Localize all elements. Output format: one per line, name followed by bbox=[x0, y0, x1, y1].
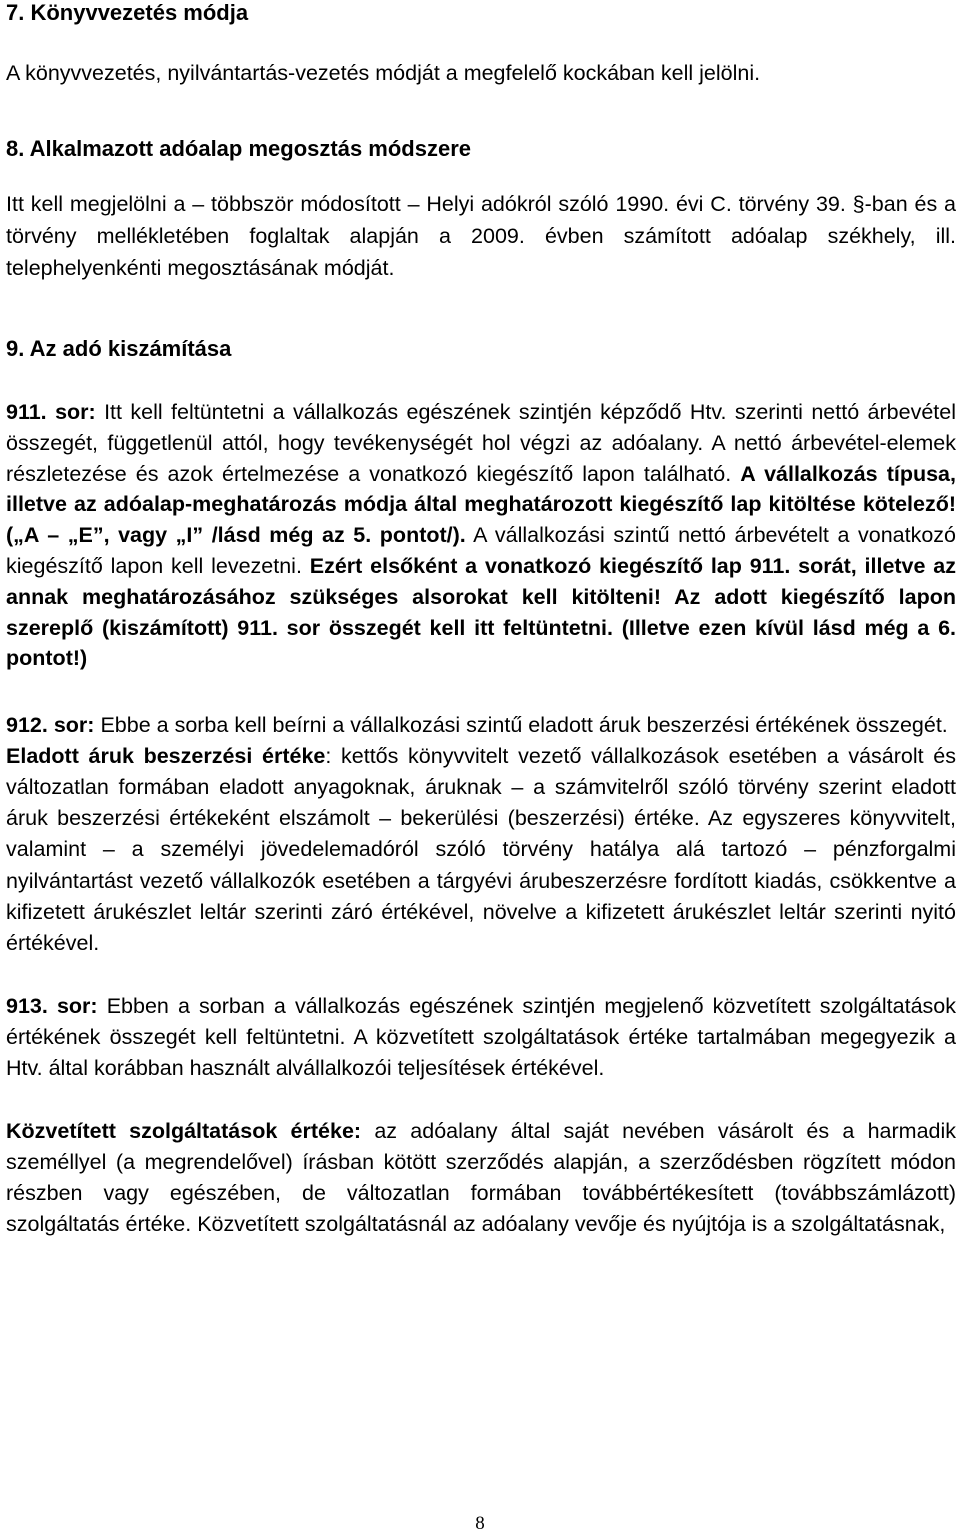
row-913-term: Közvetített szolgáltatások értéke: bbox=[6, 1118, 362, 1143]
row-912-number: 912. bbox=[6, 713, 48, 738]
section-7-text: A könyvvezetés, nyilvántartás-vezetés módját a megfelelő kockában kell jelölni. bbox=[6, 61, 761, 85]
row-911-bold-2: Ezért elsőként a vonatkozó kiegészítő lap 911. sorát, illetve az annak meghatározásához szükséges alsorokat kell kitölteni! Az adott kiegészítő lapon szereplő (kiszámított) 911. sor összegét kell itt feltüntetni. (Illetve ezen kívül lásd még a 6. pontot!) bbox=[6, 553, 956, 671]
row-913-text: Ebben a sorban a vállalkozás egészének szintjén megjelenő közvetített szolgáltatások értékének összegét kell feltüntetni. A közvetített szolgáltatások értéke tartalmában megegyezik a Htv. által korábban használt alvállalkozói teljesítések értékével. bbox=[6, 993, 956, 1080]
document-page bbox=[6, 0, 956, 1240]
row-912-text: Ebbe a sorba kell beírni a vállalkozási szintű eladott áruk beszerzési értékének összegét. bbox=[100, 713, 948, 738]
row-912-paragraph bbox=[6, 710, 956, 741]
section-8-heading: 8. Alkalmazott adóalap megosztás módszere bbox=[6, 136, 471, 161]
section-9-heading: 9. Az adó kiszámítása bbox=[6, 336, 232, 361]
section-7-heading: 7. Könyvvezetés módja bbox=[6, 0, 249, 25]
row-911-paragraph bbox=[6, 397, 956, 674]
section-8-text: Itt kell megjelölni a – többször módosított – Helyi adókról szóló 1990. évi C. törvény 39. §-ban és a törvény mellékletében foglaltak alapján a 2009. évben számított adóalap székhely, ill. telephelyenkénti megosztásának módját. bbox=[6, 192, 956, 280]
row-913-definition bbox=[6, 1116, 956, 1240]
row-913-def: az adóalany által saját nevében vásárolt és a harmadik személlyel (a megrendelővel) írásban kötött szerződés alapján, a szerződésben rögzített módon részben vagy egészében, de változatlan formában továbbértékesített (továbbszámlázott) szolgáltatás értéke. Közvetített szolgáltatásnál az adóalany vevője és nyújtója is a szolgáltatásnak, bbox=[6, 1118, 957, 1236]
row-912-term: Eladott áruk beszerzési értéke bbox=[6, 744, 326, 769]
row-912-sor: sor: bbox=[53, 713, 95, 738]
row-912-definition bbox=[6, 741, 956, 959]
row-911-bold-1: A vállalkozás típusa, illetve az adóalap-meghatározás módja által meghatározott kiegészítő lap kitöltése kötelező! („A – „E”, vagy „I” /lásd még az 5. pontot/). bbox=[6, 461, 956, 548]
row-911-number: 911. bbox=[6, 400, 47, 424]
row-911-text-2: A vállalkozási szintű nettó árbevételt a vonatkozó kiegészítő lapon kell levezetni. bbox=[6, 523, 956, 578]
row-913-paragraph bbox=[6, 991, 956, 1084]
row-912-def: : kettős könyvvitelt vezető vállalkozások esetében a vásárolt és változatlan formában eladott anyagoknak, áruknak – a számvitelről szóló törvény szerint eladott áruk beszerzési értékeként elszámolt – bekerülési (beszerzési) értéke. Az egyszeres könyvvitelt, valamint – a személyi jövedelemadóról szóló törvény hatálya alá tartozó – pénzforgalmi nyilvántartást vezető vállalkozók esetében a tárgyévi árubeszerzésre fordított kiadás, csökkentve a kifizetett árukészlet leltár szerinti záró értékével, növelve a kifizetett árukészlet leltár szerinti nyitó értékével. bbox=[6, 744, 956, 955]
row-913-number: 913. bbox=[6, 993, 48, 1018]
row-911-sor: sor: bbox=[55, 400, 96, 424]
row-913-sor: sor: bbox=[56, 993, 98, 1018]
row-911-text-1: Itt kell feltüntetni a vállalkozás egészének szintjén képződő Htv. szerinti nettó árbevétel összegét, függetlenül attól, hogy tevékenységét hol végzi az adóalany. A nettó árbevétel-elemek részletezése és azok értelmezése a vonatkozó kiegészítő lapon található. bbox=[6, 400, 956, 486]
page-number: 8 bbox=[475, 1513, 485, 1534]
